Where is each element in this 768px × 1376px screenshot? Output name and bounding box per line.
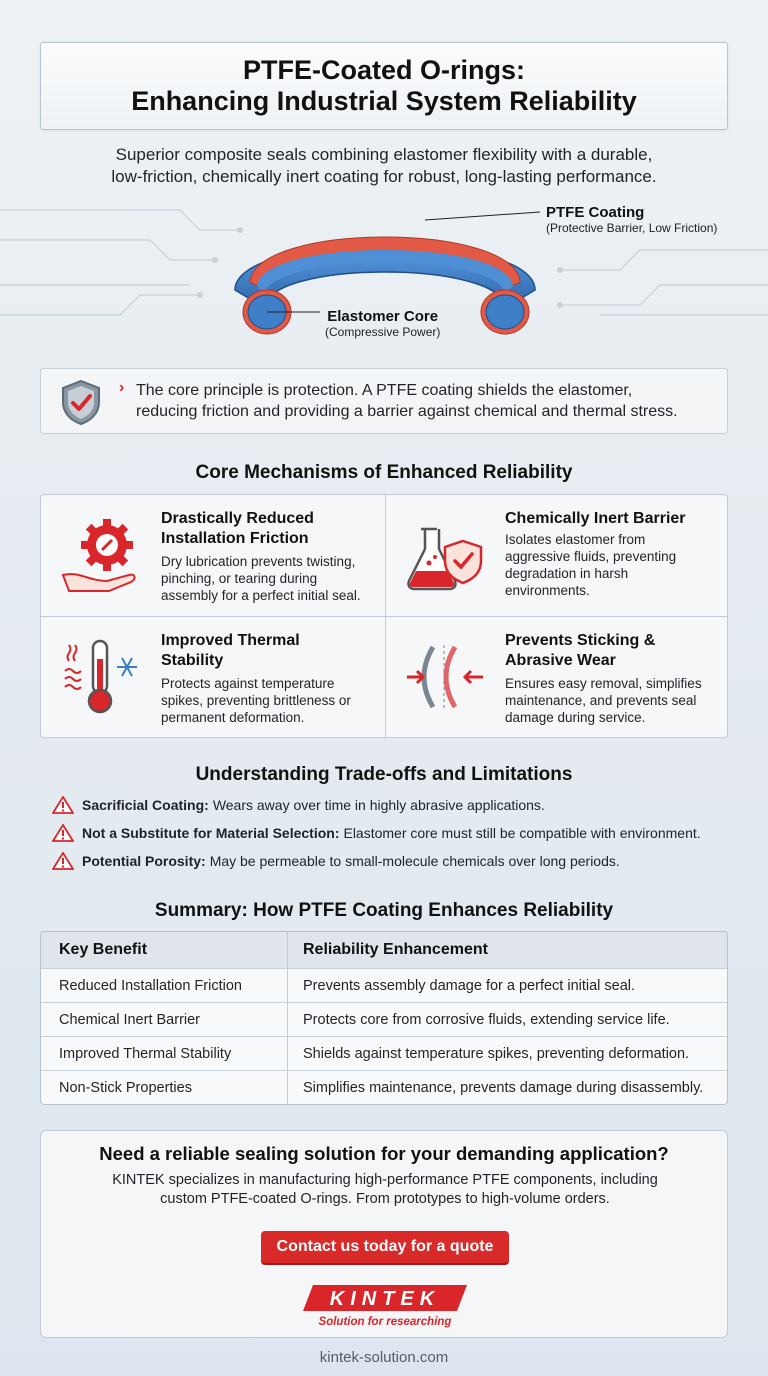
mechanisms-grid: [40, 494, 728, 738]
mechanism-desc-line: Dry lubrication prevents twisting,: [161, 554, 356, 569]
mechanism-desc-line: maintenance, and prevents seal: [505, 693, 697, 708]
svg-text:Solution for researching: Solution for researching: [318, 1316, 452, 1328]
mechanism-desc-line: Ensures easy removal, simplifies: [505, 676, 702, 691]
footer-url[interactable]: kintek-solution.com: [319, 1349, 449, 1366]
warning-icon: [52, 796, 74, 814]
mechanism-desc-line: spikes, preventing brittleness or: [161, 693, 351, 708]
o-ring-diagram: [0, 190, 768, 360]
svg-text:KINTEK: KINTEK: [329, 1288, 441, 1310]
mechanism-desc-line: pinching, or tearing during: [161, 571, 318, 586]
cta-text-line2: custom PTFE-coated O-rings. From prototypes to high-volume orders.: [160, 1191, 610, 1207]
table-row: [41, 1036, 727, 1070]
mechanism-desc-line: damage during service.: [505, 710, 646, 725]
tradeoff-label: Not a Substitute for Material Selection:: [82, 825, 340, 841]
tradeoff-text: Elastomer core must still be compatible with environment.: [343, 825, 701, 841]
mechanism-title: [161, 509, 376, 549]
mechanism-title-line: Installation Friction: [161, 530, 309, 547]
subtitle: [40, 144, 728, 188]
mechanism-title: [505, 509, 720, 529]
mechanism-title-line: Prevents Sticking &: [505, 632, 656, 649]
tradeoff-text: Wears away over time in highly abrasive applications.: [212, 797, 545, 813]
coating-label-sub: (Protective Barrier, Low Friction): [546, 221, 718, 235]
column-divider: [287, 1071, 288, 1104]
mechanism-card: [41, 495, 385, 616]
gear-hand-icon: [59, 515, 143, 595]
mechanism-desc-line: aggressive fluids, preventing: [505, 549, 677, 564]
tradeoff-label: Potential Porosity:: [82, 853, 206, 869]
core-label: [325, 308, 440, 339]
mechanism-title-line: Abrasive Wear: [505, 652, 616, 669]
mechanism-title: [161, 631, 376, 671]
column-divider: [287, 1037, 288, 1070]
mechanism-desc-line: environments.: [505, 583, 590, 598]
page-title-line1: PTFE-Coated O-rings:: [243, 55, 525, 85]
column-divider: [287, 932, 288, 968]
table-cell: Chemical Inert Barrier: [59, 1011, 201, 1028]
subtitle-line2: low-friction, chemically inert coating for robust, long-lasting performance.: [111, 167, 657, 186]
warning-icon: [52, 824, 74, 842]
title-banner: [40, 42, 728, 130]
mechanism-title-line: Chemically Inert Barrier: [505, 510, 686, 527]
mechanism-title-line: Drastically Reduced: [161, 510, 314, 527]
mechanism-title-line: Stability: [161, 652, 224, 669]
coating-label: [546, 204, 717, 235]
mechanism-desc: [161, 675, 376, 726]
mechanism-desc-line: permanent deformation.: [161, 710, 305, 725]
tradeoff-text: May be permeable to small-molecule chemicals over long periods.: [209, 853, 620, 869]
tradeoff-item: [52, 824, 752, 842]
thermometer-icon: [59, 637, 143, 717]
tradeoff-item: [52, 852, 752, 870]
cta-text-line1: KINTEK specializes in manufacturing high-performance PTFE components, including: [112, 1172, 658, 1188]
column-divider: [287, 969, 288, 1002]
mechanism-desc: [505, 531, 720, 599]
table-cell: Prevents assembly damage for a perfect initial seal.: [303, 977, 636, 994]
mechanism-title: [505, 631, 720, 671]
mechanism-desc-line: Protects against temperature: [161, 676, 335, 691]
table-row: [41, 1002, 727, 1036]
mechanism-desc-line: Isolates elastomer from: [505, 532, 646, 547]
table-cell: Simplifies maintenance, prevents damage during disassembly.: [303, 1079, 704, 1096]
cta-panel: [40, 1130, 728, 1338]
principle-line2: reducing friction and providing a barrier against chemical and thermal stress.: [136, 403, 678, 420]
shield-check-icon: [59, 378, 103, 426]
tradeoff-item: [52, 796, 752, 814]
summary-table: [40, 931, 728, 1105]
table-row: [41, 968, 727, 1002]
table-row: [41, 1070, 727, 1104]
warning-icon: [52, 852, 74, 870]
mechanism-desc: [505, 675, 720, 726]
mechanism-card: [385, 617, 729, 738]
mechanism-card: [41, 617, 385, 738]
summary-heading: Summary: How PTFE Coating Enhances Reliability: [154, 900, 614, 921]
mechanism-desc: [161, 553, 376, 604]
mechanisms-heading: Core Mechanisms of Enhanced Reliability: [195, 462, 573, 483]
core-label-sub: (Compressive Power): [325, 325, 441, 339]
tradeoff-label: Sacrificial Coating:: [82, 797, 209, 813]
principle-callout: [40, 368, 728, 434]
cta-heading: Need a reliable sealing solution for your demanding application?: [99, 1143, 669, 1164]
cta-text: [81, 1171, 689, 1209]
column-header: Key Benefit: [59, 941, 148, 958]
table-cell: Reduced Installation Friction: [59, 977, 242, 994]
column-divider: [287, 1003, 288, 1036]
anti-stick-icon: [403, 637, 487, 717]
subtitle-line1: Superior composite seals combining elastomer flexibility with a durable,: [115, 145, 653, 164]
core-label-title: Elastomer Core: [327, 308, 439, 325]
chevron-right-icon: ›: [119, 379, 125, 396]
mechanism-desc-line: degradation in harsh: [505, 566, 629, 581]
mechanism-card: [385, 495, 729, 616]
tradeoffs-heading: Understanding Trade-offs and Limitations: [195, 764, 573, 785]
table-cell: Protects core from corrosive fluids, extending service life.: [303, 1011, 670, 1028]
table-cell: Non-Stick Properties: [59, 1079, 192, 1096]
page-title-line2: Enhancing Industrial System Reliability: [131, 86, 637, 116]
principle-text: [136, 380, 726, 422]
principle-line1: The core principle is protection. A PTFE coating shields the elastomer,: [136, 382, 633, 399]
coating-label-title: PTFE Coating: [546, 204, 645, 221]
mechanism-desc-line: assembly for a perfect initial seal.: [161, 588, 361, 603]
flask-shield-icon: [403, 515, 487, 595]
table-cell: Improved Thermal Stability: [59, 1045, 232, 1062]
mechanism-title-line: Improved Thermal: [161, 632, 300, 649]
table-cell: Shields against temperature spikes, preventing deformation.: [303, 1045, 690, 1062]
kintek-logo: [299, 1281, 471, 1331]
contact-quote-button[interactable]: Contact us today for a quote: [261, 1231, 509, 1263]
column-header: Reliability Enhancement: [303, 941, 488, 958]
table-header-row: [41, 932, 727, 968]
